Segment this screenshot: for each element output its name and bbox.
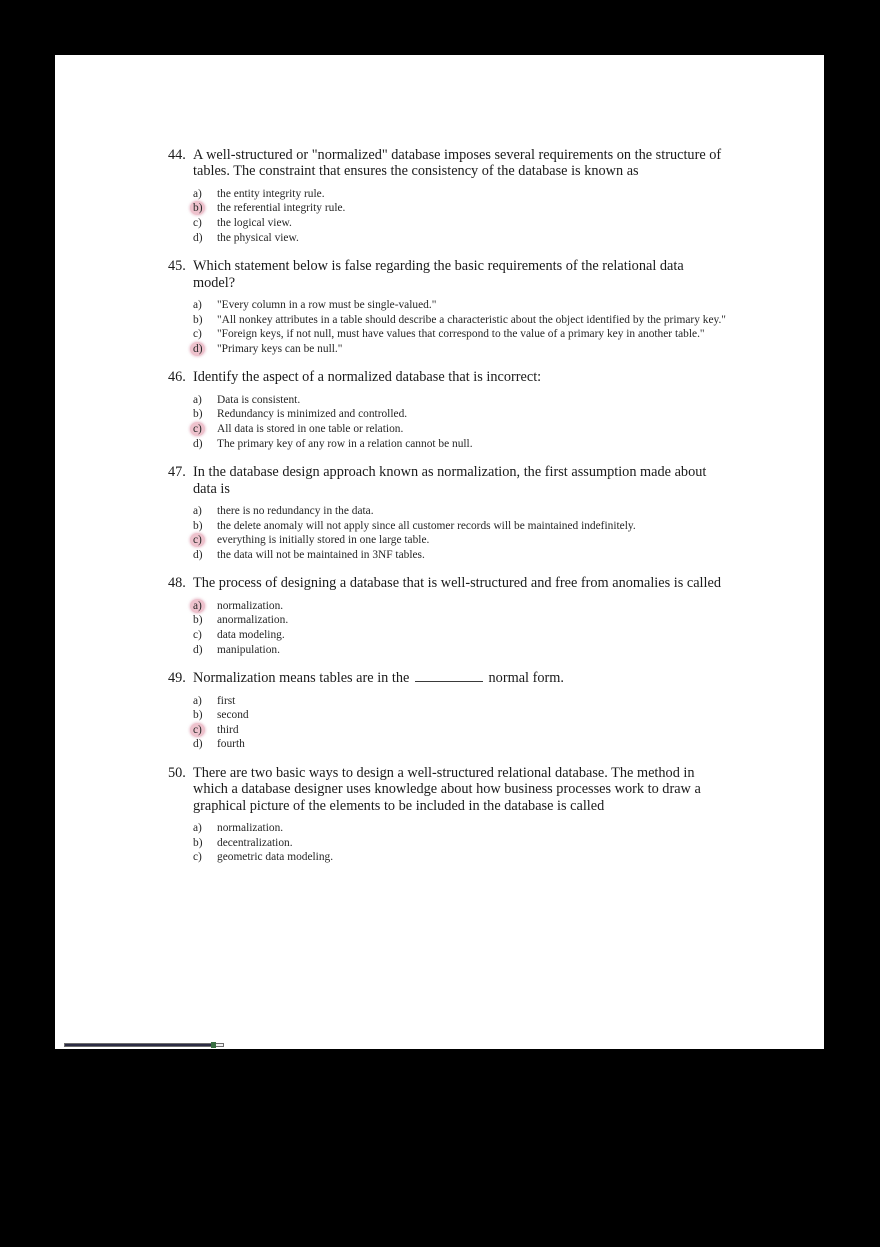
- question-stem: [168, 258, 728, 291]
- answer-option-letter[interactable]: d): [193, 738, 203, 751]
- answer-option-text: everything is initially stored in one large table.: [217, 534, 430, 547]
- question-stem-text: Identify the aspect of a normalized database that is incorrect:: [193, 369, 542, 386]
- answer-option-text: fourth: [217, 738, 245, 751]
- answer-option-letter[interactable]: d): [193, 548, 203, 561]
- question-block: [168, 369, 728, 451]
- answer-option[interactable]: [193, 437, 728, 452]
- question-block: [168, 670, 728, 752]
- answer-option[interactable]: [193, 821, 728, 836]
- question-block: [168, 147, 728, 245]
- question-number: 46.: [168, 369, 186, 386]
- answer-option-text: geometric data modeling.: [217, 851, 334, 864]
- answer-option[interactable]: [193, 599, 728, 614]
- question-stem-text: Which statement below is false regarding the basic requirements of the relational data model?: [193, 258, 684, 291]
- answer-option-text: the logical view.: [217, 217, 292, 229]
- answer-option-text: manipulation.: [217, 643, 280, 656]
- answer-option-text: Data is consistent.: [217, 393, 301, 406]
- answer-option[interactable]: [193, 548, 728, 563]
- answer-option[interactable]: [193, 723, 728, 738]
- question-stem: [168, 765, 728, 814]
- answer-option[interactable]: [193, 422, 728, 437]
- answer-option[interactable]: [193, 850, 728, 865]
- answer-option-text: normalization.: [217, 822, 284, 835]
- answer-option[interactable]: [193, 231, 728, 246]
- answer-option[interactable]: [193, 708, 728, 723]
- document-page-sheet: [55, 55, 824, 1049]
- answer-option-text: The primary key of any row in a relation cannot be null.: [217, 437, 473, 450]
- answer-option[interactable]: [193, 342, 728, 357]
- answer-option-letter-marked[interactable]: c): [193, 533, 209, 548]
- answer-option-letter[interactable]: a): [193, 299, 202, 311]
- horizontal-scrollbar[interactable]: [64, 1041, 224, 1049]
- answer-option[interactable]: [193, 504, 728, 519]
- question-stem-text: The process of designing a database that is well-structured and free from anomalies is called: [193, 575, 722, 592]
- answer-option-letter[interactable]: c): [193, 628, 202, 641]
- scrollbar-thumb[interactable]: [65, 1044, 211, 1046]
- answer-option-letter-marked[interactable]: c): [193, 422, 209, 437]
- answer-option-list: [168, 694, 728, 752]
- answer-option-letter[interactable]: b): [193, 313, 203, 326]
- answer-option-text: there is no redundancy in the data.: [217, 504, 374, 517]
- answer-option-letter[interactable]: b): [193, 519, 203, 532]
- question-number: 50.: [168, 764, 186, 781]
- answer-option[interactable]: [193, 187, 728, 202]
- answer-option-text: "Primary keys can be null.": [217, 342, 343, 355]
- answer-option-letter[interactable]: d): [193, 231, 203, 244]
- question-stem: [168, 464, 728, 497]
- answer-option[interactable]: [193, 313, 728, 328]
- question-number: 44.: [168, 147, 186, 163]
- scrollbar-end-marker: [211, 1042, 216, 1048]
- answer-option-list: [168, 821, 728, 865]
- question-stem-text: Normalization means tables are in the: [193, 670, 410, 687]
- answer-option[interactable]: [193, 327, 728, 342]
- answer-option-letter-marked[interactable]: b): [193, 201, 209, 216]
- answer-option-letter[interactable]: d): [193, 643, 203, 656]
- answer-option-text: decentralization.: [217, 836, 293, 849]
- fill-in-blank: [415, 670, 483, 682]
- answer-option-list: [168, 298, 728, 356]
- answer-option[interactable]: [193, 628, 728, 643]
- answer-option-letter[interactable]: c): [193, 851, 202, 864]
- answer-option[interactable]: [193, 519, 728, 534]
- answer-option-text: Redundancy is minimized and controlled.: [217, 408, 408, 421]
- answer-option-letter[interactable]: a): [193, 694, 202, 707]
- answer-option[interactable]: [193, 533, 728, 548]
- answer-option-list: [168, 599, 728, 657]
- answer-option-text: "All nonkey attributes in a table should describe a characteristic about the object identified by the primary key.": [217, 313, 726, 326]
- answer-option[interactable]: [193, 836, 728, 851]
- question-number: 47.: [168, 464, 186, 481]
- answer-option-letter[interactable]: b): [193, 836, 203, 849]
- question-number: 49.: [168, 670, 186, 687]
- answer-option[interactable]: [193, 216, 728, 231]
- question-stem-text: In the database design approach known as normalization, the first assumption made about data is: [193, 464, 707, 497]
- answer-option-letter[interactable]: b): [193, 614, 203, 627]
- answer-option-text: third: [217, 723, 239, 736]
- answer-option-letter-marked[interactable]: d): [193, 342, 209, 357]
- answer-option[interactable]: [193, 393, 728, 408]
- answer-option[interactable]: [193, 298, 728, 313]
- exam-questions-container: [168, 147, 728, 878]
- answer-option[interactable]: [193, 201, 728, 216]
- question-stem: [168, 575, 728, 591]
- answer-option-text: first: [217, 694, 236, 707]
- answer-option-list: [168, 187, 728, 245]
- answer-option-letter[interactable]: a): [193, 822, 202, 835]
- answer-option-list: [168, 393, 728, 451]
- answer-option[interactable]: [193, 407, 728, 422]
- question-number: 48.: [168, 575, 186, 592]
- answer-option-letter-marked[interactable]: a): [193, 599, 209, 614]
- question-stem-text: A well-structured or "normalized" database imposes several requirements on the structure of tables. The constraint that ensures the consistency of the database is known as: [193, 147, 722, 180]
- question-block: [168, 464, 728, 562]
- answer-option-text: second: [217, 709, 249, 722]
- answer-option-letter[interactable]: a): [193, 393, 202, 406]
- answer-option-text: normalization.: [217, 599, 284, 612]
- question-stem-text-tail: normal form.: [488, 670, 564, 687]
- question-block: [168, 575, 728, 657]
- answer-option-letter[interactable]: a): [193, 504, 202, 517]
- answer-option-text: the delete anomaly will not apply since all customer records will be maintained indefinitely.: [217, 519, 636, 532]
- answer-option[interactable]: [193, 643, 728, 658]
- answer-option-letter-marked[interactable]: c): [193, 723, 209, 738]
- answer-option[interactable]: [193, 694, 728, 709]
- answer-option[interactable]: [193, 613, 728, 628]
- answer-option-text: All data is stored in one table or relation.: [217, 422, 404, 435]
- question-stem: [168, 369, 728, 385]
- answer-option-letter[interactable]: a): [193, 187, 202, 200]
- question-block: [168, 765, 728, 865]
- answer-option-letter[interactable]: b): [193, 408, 203, 421]
- answer-option[interactable]: [193, 737, 728, 752]
- answer-option-text: the data will not be maintained in 3NF tables.: [217, 548, 425, 561]
- answer-option-letter[interactable]: d): [193, 437, 203, 450]
- answer-option-text: data modeling.: [217, 628, 285, 641]
- answer-option-text: "Foreign keys, if not null, must have values that correspond to the value of a primary key in another table.": [217, 328, 705, 341]
- answer-option-text: anormalization.: [217, 614, 289, 627]
- question-stem-text: There are two basic ways to design a well-structured relational database. The method in which a database designer uses knowledge about how business processes work to draw a graphical picture of the elements to be included in the database is called: [193, 764, 701, 814]
- question-number: 45.: [168, 258, 186, 275]
- answer-option-letter[interactable]: c): [193, 217, 202, 229]
- answer-option-text: "Every column in a row must be single-valued.": [217, 299, 437, 311]
- answer-option-list: [168, 504, 728, 562]
- answer-option-letter[interactable]: c): [193, 328, 202, 341]
- answer-option-letter[interactable]: b): [193, 709, 203, 722]
- answer-option-text: the entity integrity rule.: [217, 187, 325, 200]
- question-stem: [168, 670, 728, 686]
- answer-option-text: the physical view.: [217, 231, 299, 244]
- question-block: [168, 258, 728, 356]
- answer-option-text: the referential integrity rule.: [217, 202, 346, 215]
- question-stem: [168, 147, 728, 180]
